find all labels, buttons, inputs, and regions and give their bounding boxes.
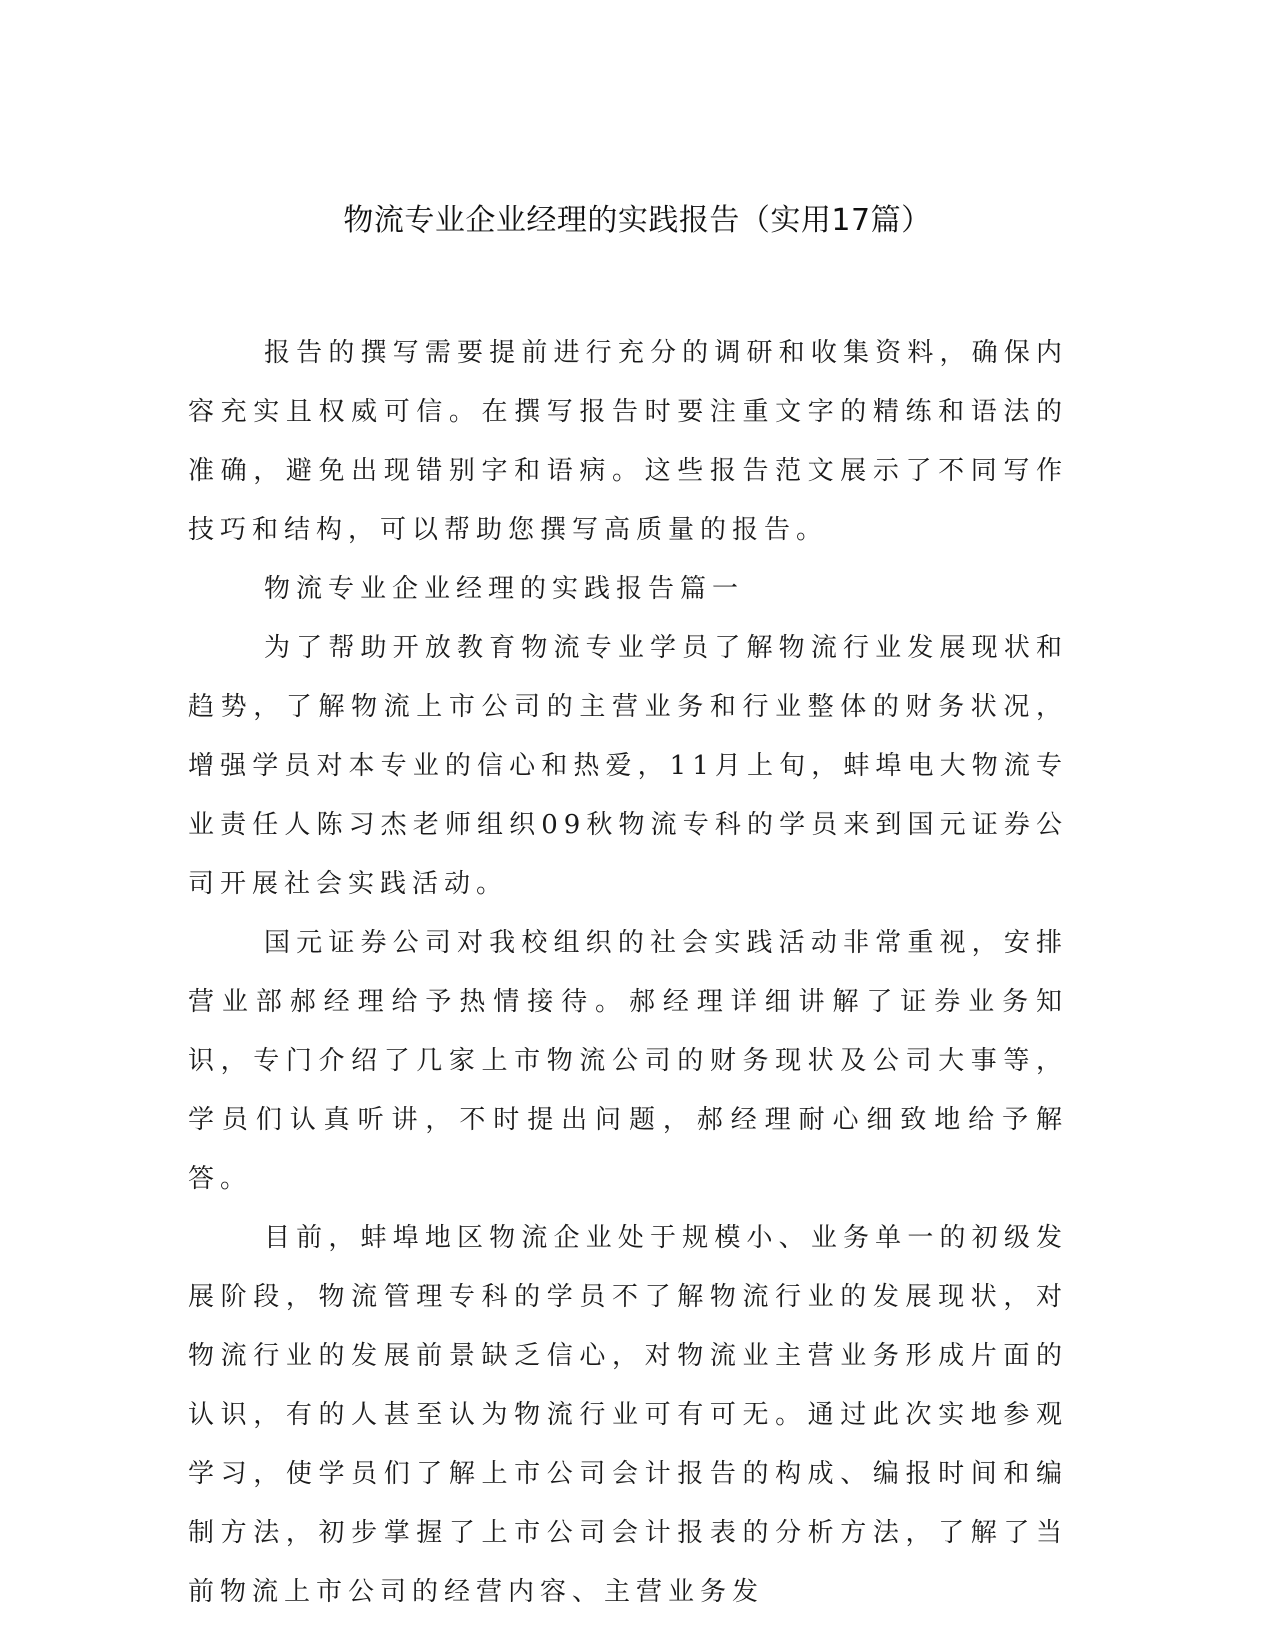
document-body xyxy=(188,324,1068,1622)
section-heading: 物流专业企业经理的实践报告篇一 xyxy=(264,574,745,604)
paragraph: 目前，蚌埠地区物流企业处于规模小、业务单一的初级发展阶段，物流管理专科的学员不了解物流行业的发展现状，对物流行业的发展前景缺乏信心，对物流业主营业务形成片面的认识，有的人甚至认为物流行业可有可无。通过此次实地参观学习，使学员们了解上市公司会计报告的构成、编报时间和编制方法，初步掌握了上市公司会计报表的分析方法，了解了当前物流上市公司的经营内容、主营业务发 xyxy=(188,1223,1068,1607)
paragraph: 为了帮助开放教育物流专业学员了解物流行业发展现状和趋势，了解物流上市公司的主营业务和行业整体的财务状况，增强学员对本专业的信心和热爱，11月上旬，蚌埠电大物流专业责任人陈习杰老师组织09秋物流专科的学员来到国元证券公司开展社会实践活动。 xyxy=(188,633,1068,899)
document-title: 物流专业企业经理的实践报告（实用17篇） xyxy=(343,203,932,238)
paragraph: 国元证券公司对我校组织的社会实践活动非常重视，安排营业部郝经理给予热情接待。郝经理详细讲解了证券业务知识，专门介绍了几家上市物流公司的财务现状及公司大事等，学员们认真听讲，不时提出问题，郝经理耐心细致地给予解答。 xyxy=(188,928,1068,1194)
paragraph-intro: 报告的撰写需要提前进行充分的调研和收集资料，确保内容充实且权威可信。在撰写报告时要注重文字的精练和语法的准确，避免出现错别字和语病。这些报告范文展示了不同写作技巧和结构，可以帮助您撰写高质量的报告。 xyxy=(188,338,1068,545)
